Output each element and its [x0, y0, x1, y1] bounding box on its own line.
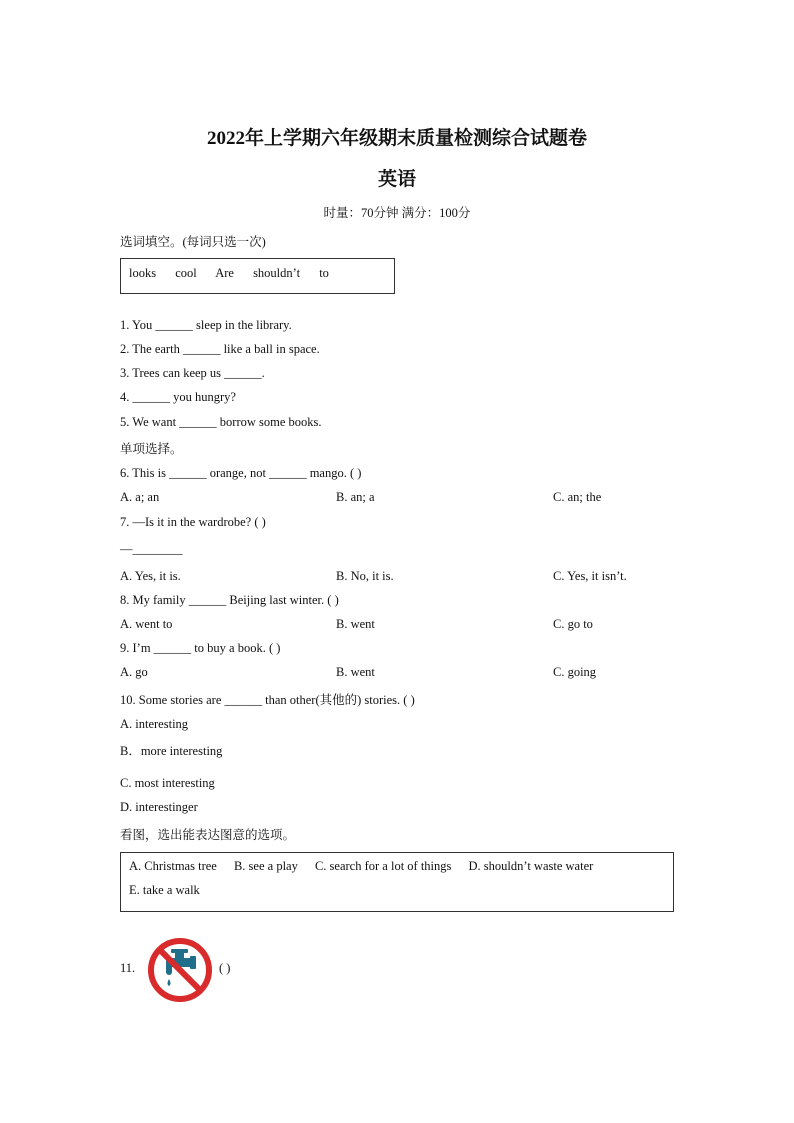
- question-9: 9. I’m ______ to buy a book. ( ): [120, 641, 281, 655]
- word-bank-item: looks: [129, 266, 157, 280]
- question-7: 7. —Is it in the wardrobe? ( ): [120, 515, 266, 529]
- question-11-number: 11.: [120, 961, 136, 975]
- q7-option-a: A. Yes, it is.: [120, 569, 181, 583]
- q10-option-b: B．more interesting: [120, 744, 223, 758]
- q7-option-b: B. No, it is.: [336, 569, 394, 583]
- question-3: 3. Trees can keep us ______.: [120, 366, 265, 380]
- choice-d: D. shouldn’t waste water: [468, 859, 594, 873]
- q8-option-a: A. went to: [120, 617, 173, 631]
- q6-option-a: A. a; an: [120, 490, 160, 504]
- question-10: 10. Some stories are ______ than other(其他的) stories. ( ): [120, 693, 415, 707]
- q9-option-b: B. went: [336, 665, 375, 679]
- question-2: 2. The earth ______ like a ball in space.: [120, 342, 320, 356]
- picture-choices-box: [120, 852, 674, 912]
- q8-option-c: C. go to: [553, 617, 593, 631]
- q6-option-c: C. an; the: [553, 490, 602, 504]
- section2-instruction: 单项选择。: [120, 442, 183, 456]
- section3-instruction: 看图，选出能表达图意的选项。: [120, 828, 296, 842]
- q9-option-c: C. going: [553, 665, 597, 679]
- question-6: 6. This is ______ orange, not ______ mango. ( ): [120, 466, 362, 480]
- word-bank-item: to: [319, 266, 329, 280]
- word-bank: [120, 258, 395, 294]
- choice-b: B. see a play: [233, 859, 298, 873]
- choice-a: A. Christmas tree: [129, 859, 217, 873]
- q10-option-c: C. most interesting: [120, 776, 215, 790]
- q10-option-a: A. interesting: [120, 717, 189, 731]
- word-bank-item: shouldn’t: [253, 266, 301, 280]
- q7-answer-line: —________: [120, 542, 183, 556]
- question-8: 8. My family ______ Beijing last winter. ( ): [120, 593, 339, 607]
- q6-option-b: B. an; a: [336, 490, 375, 504]
- q9-option-a: A. go: [120, 665, 148, 679]
- question-1: 1. You ______ sleep in the library.: [120, 318, 292, 332]
- word-bank-item: cool: [175, 266, 197, 280]
- exam-title: 2022年上学期六年级期末质量检测综合试题卷: [206, 128, 587, 149]
- q8-option-b: B. went: [336, 617, 375, 631]
- subject-title: 英语: [377, 169, 416, 190]
- choice-e: E. take a walk: [129, 883, 200, 897]
- q7-option-c: C. Yes, it isn’t.: [553, 569, 627, 583]
- q10-option-d: D. interestinger: [120, 800, 198, 814]
- question-5: 5. We want ______ borrow some books.: [120, 415, 322, 429]
- question-11-blank: ( ): [219, 961, 231, 975]
- section1-instruction: 选词填空。(每词只选一次): [120, 235, 266, 249]
- choice-c: C. search for a lot of things: [314, 859, 452, 873]
- word-bank-item: Are: [215, 266, 234, 280]
- exam-meta: 时量：70分钟 满分：100分: [323, 206, 471, 220]
- question-4: 4. ______ you hungry?: [120, 390, 236, 404]
- no-water-tap-icon: [146, 936, 214, 1004]
